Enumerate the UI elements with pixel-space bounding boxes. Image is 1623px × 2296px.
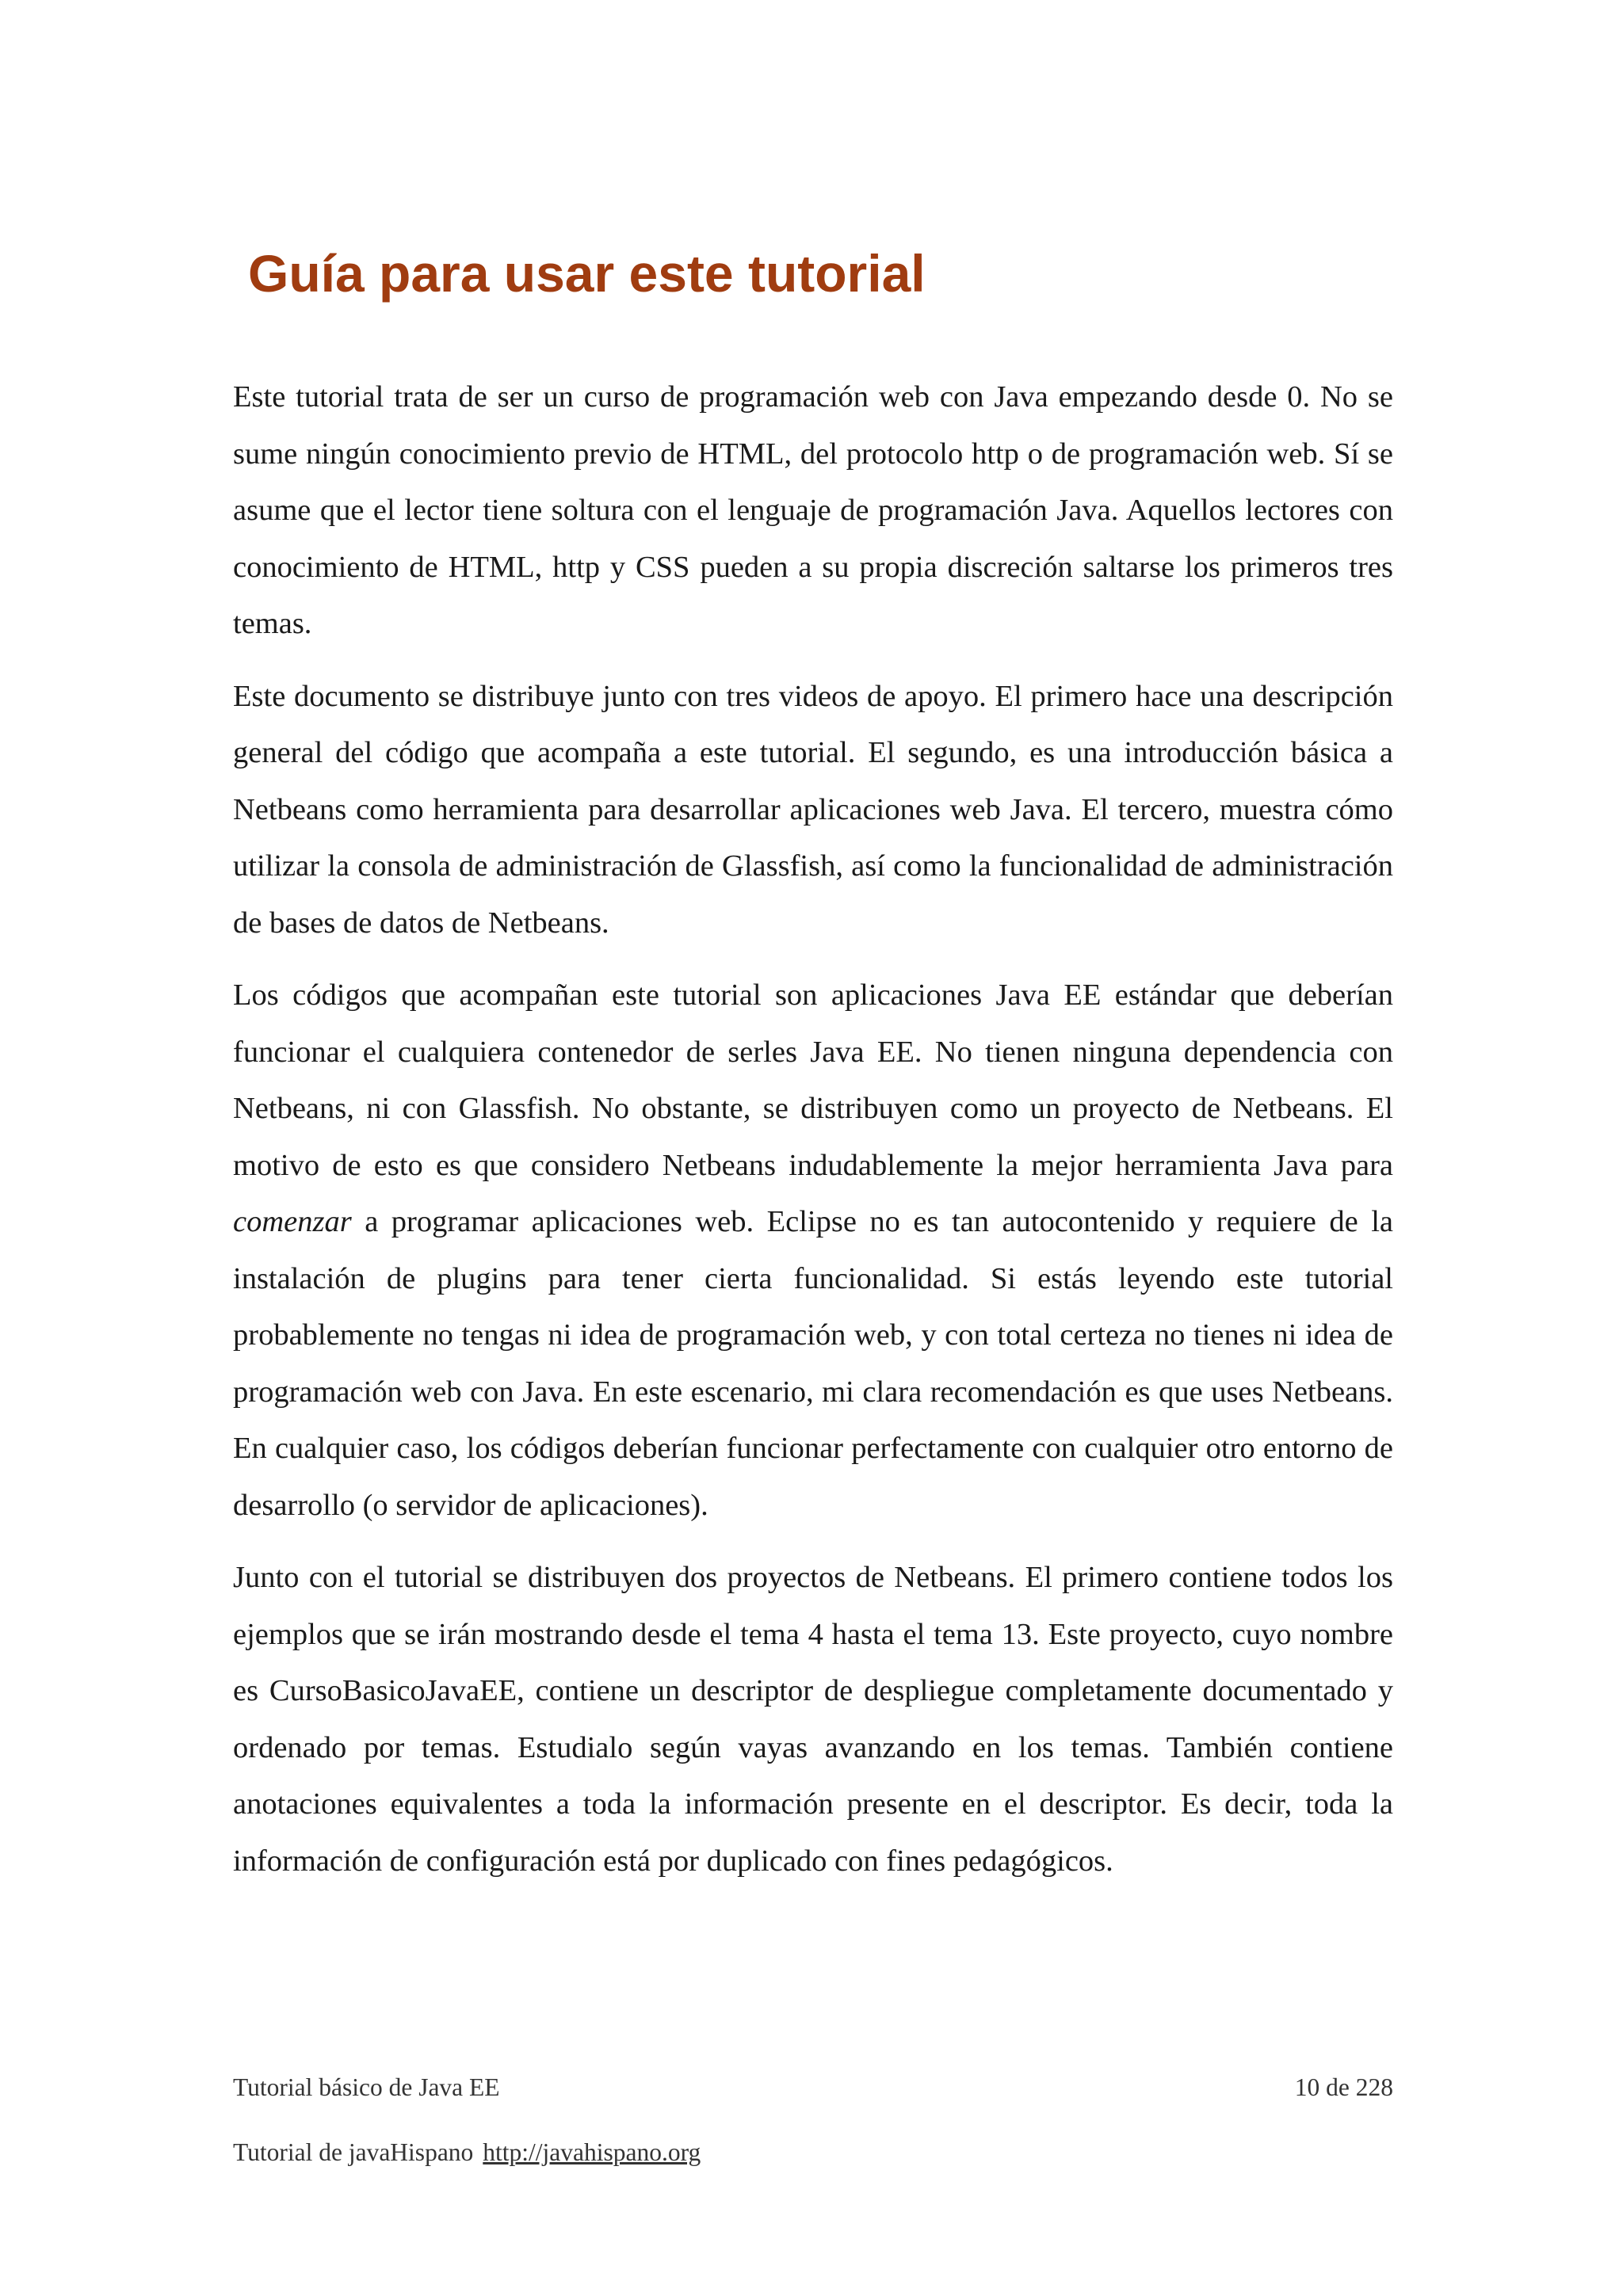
paragraph-code-part-2: a programar aplicaciones web. Eclipse no es tan autocontenido y requiere de la instalación de plugins para tener cierta funcionalidad. Si estás leyendo este tutorial probablemente no tengas ni idea de programación web, y con total certeza no tienes ni idea de programación web con Java. En este escenario, mi clara recomendación es que uses Netbeans. En cualquier caso, los códigos deberían funcionar perfectamente con cualquier otro entorno de desarrollo (o servidor de aplicaciones). — [233, 1205, 1393, 1522]
paragraph-code-part-1: Los códigos que acompañan este tutorial son aplicaciones Java EE estándar que deberían funcionar el cualquiera contenedor de serles Java EE. No tienen ninguna dependencia con Netbeans, ni con Glassfish. No obstante, se distribuyen como un proyecto de Netbeans. El motivo de esto es que considero Netbeans indudablemente la mejor herramienta Java para — [233, 978, 1393, 1182]
page-title: Guía para usar este tutorial — [248, 244, 926, 303]
paragraph-projects: Junto con el tutorial se distribuyen dos proyectos de Netbeans. El primero contiene todos los ejemplos que se irán mostrando desde el tema 4 hasta el tema 13. Este proyecto, cuyo nombre es CursoBasicoJavaEE, contiene un descriptor de despliegue completamente documentado y ordenado por temas. Estudialo según vayas avanzando en los temas. También contiene anotaciones equivalentes a toda la información presente en el descriptor. Es decir, toda la información de configuración está por duplicado con fines pedagógicos. — [233, 1561, 1393, 1878]
emphasis-word: comenzar — [233, 1205, 352, 1238]
footer-link[interactable]: http://javahispano.org — [483, 2138, 701, 2166]
paragraph-intro: Este tutorial trata de ser un curso de programación web con Java empezando desde 0. No se sume ningún conocimiento previo de HTML, del protocolo http o de programación web. Sí se asume que el lector tiene soltura con el lenguaje de programación Java. Aquellos lectores con conocimiento de HTML, http y CSS pueden a su propia discreción saltarse los primeros tres temas. — [233, 380, 1393, 640]
page-number: 10 de 228 — [1294, 2073, 1393, 2101]
body-text — [233, 369, 1393, 1905]
footer-title: Tutorial básico de Java EE — [233, 2073, 500, 2101]
paragraph-code — [233, 967, 1393, 1534]
footer-source-label: Tutorial de javaHispano — [233, 2138, 474, 2166]
paragraph-videos: Este documento se distribuye junto con tres videos de apoyo. El primero hace una descripción general del código que acompaña a este tutorial. El segundo, es una introducción básica a Netbeans como herramienta para desarrollar aplicaciones web Java. El tercero, muestra cómo utilizar la consola de administración de Glassfish, así como la funcionalidad de administración de bases de datos de Netbeans. — [233, 679, 1393, 940]
footer-title-row — [233, 2072, 1393, 2103]
footer-source-row — [233, 2137, 1393, 2168]
